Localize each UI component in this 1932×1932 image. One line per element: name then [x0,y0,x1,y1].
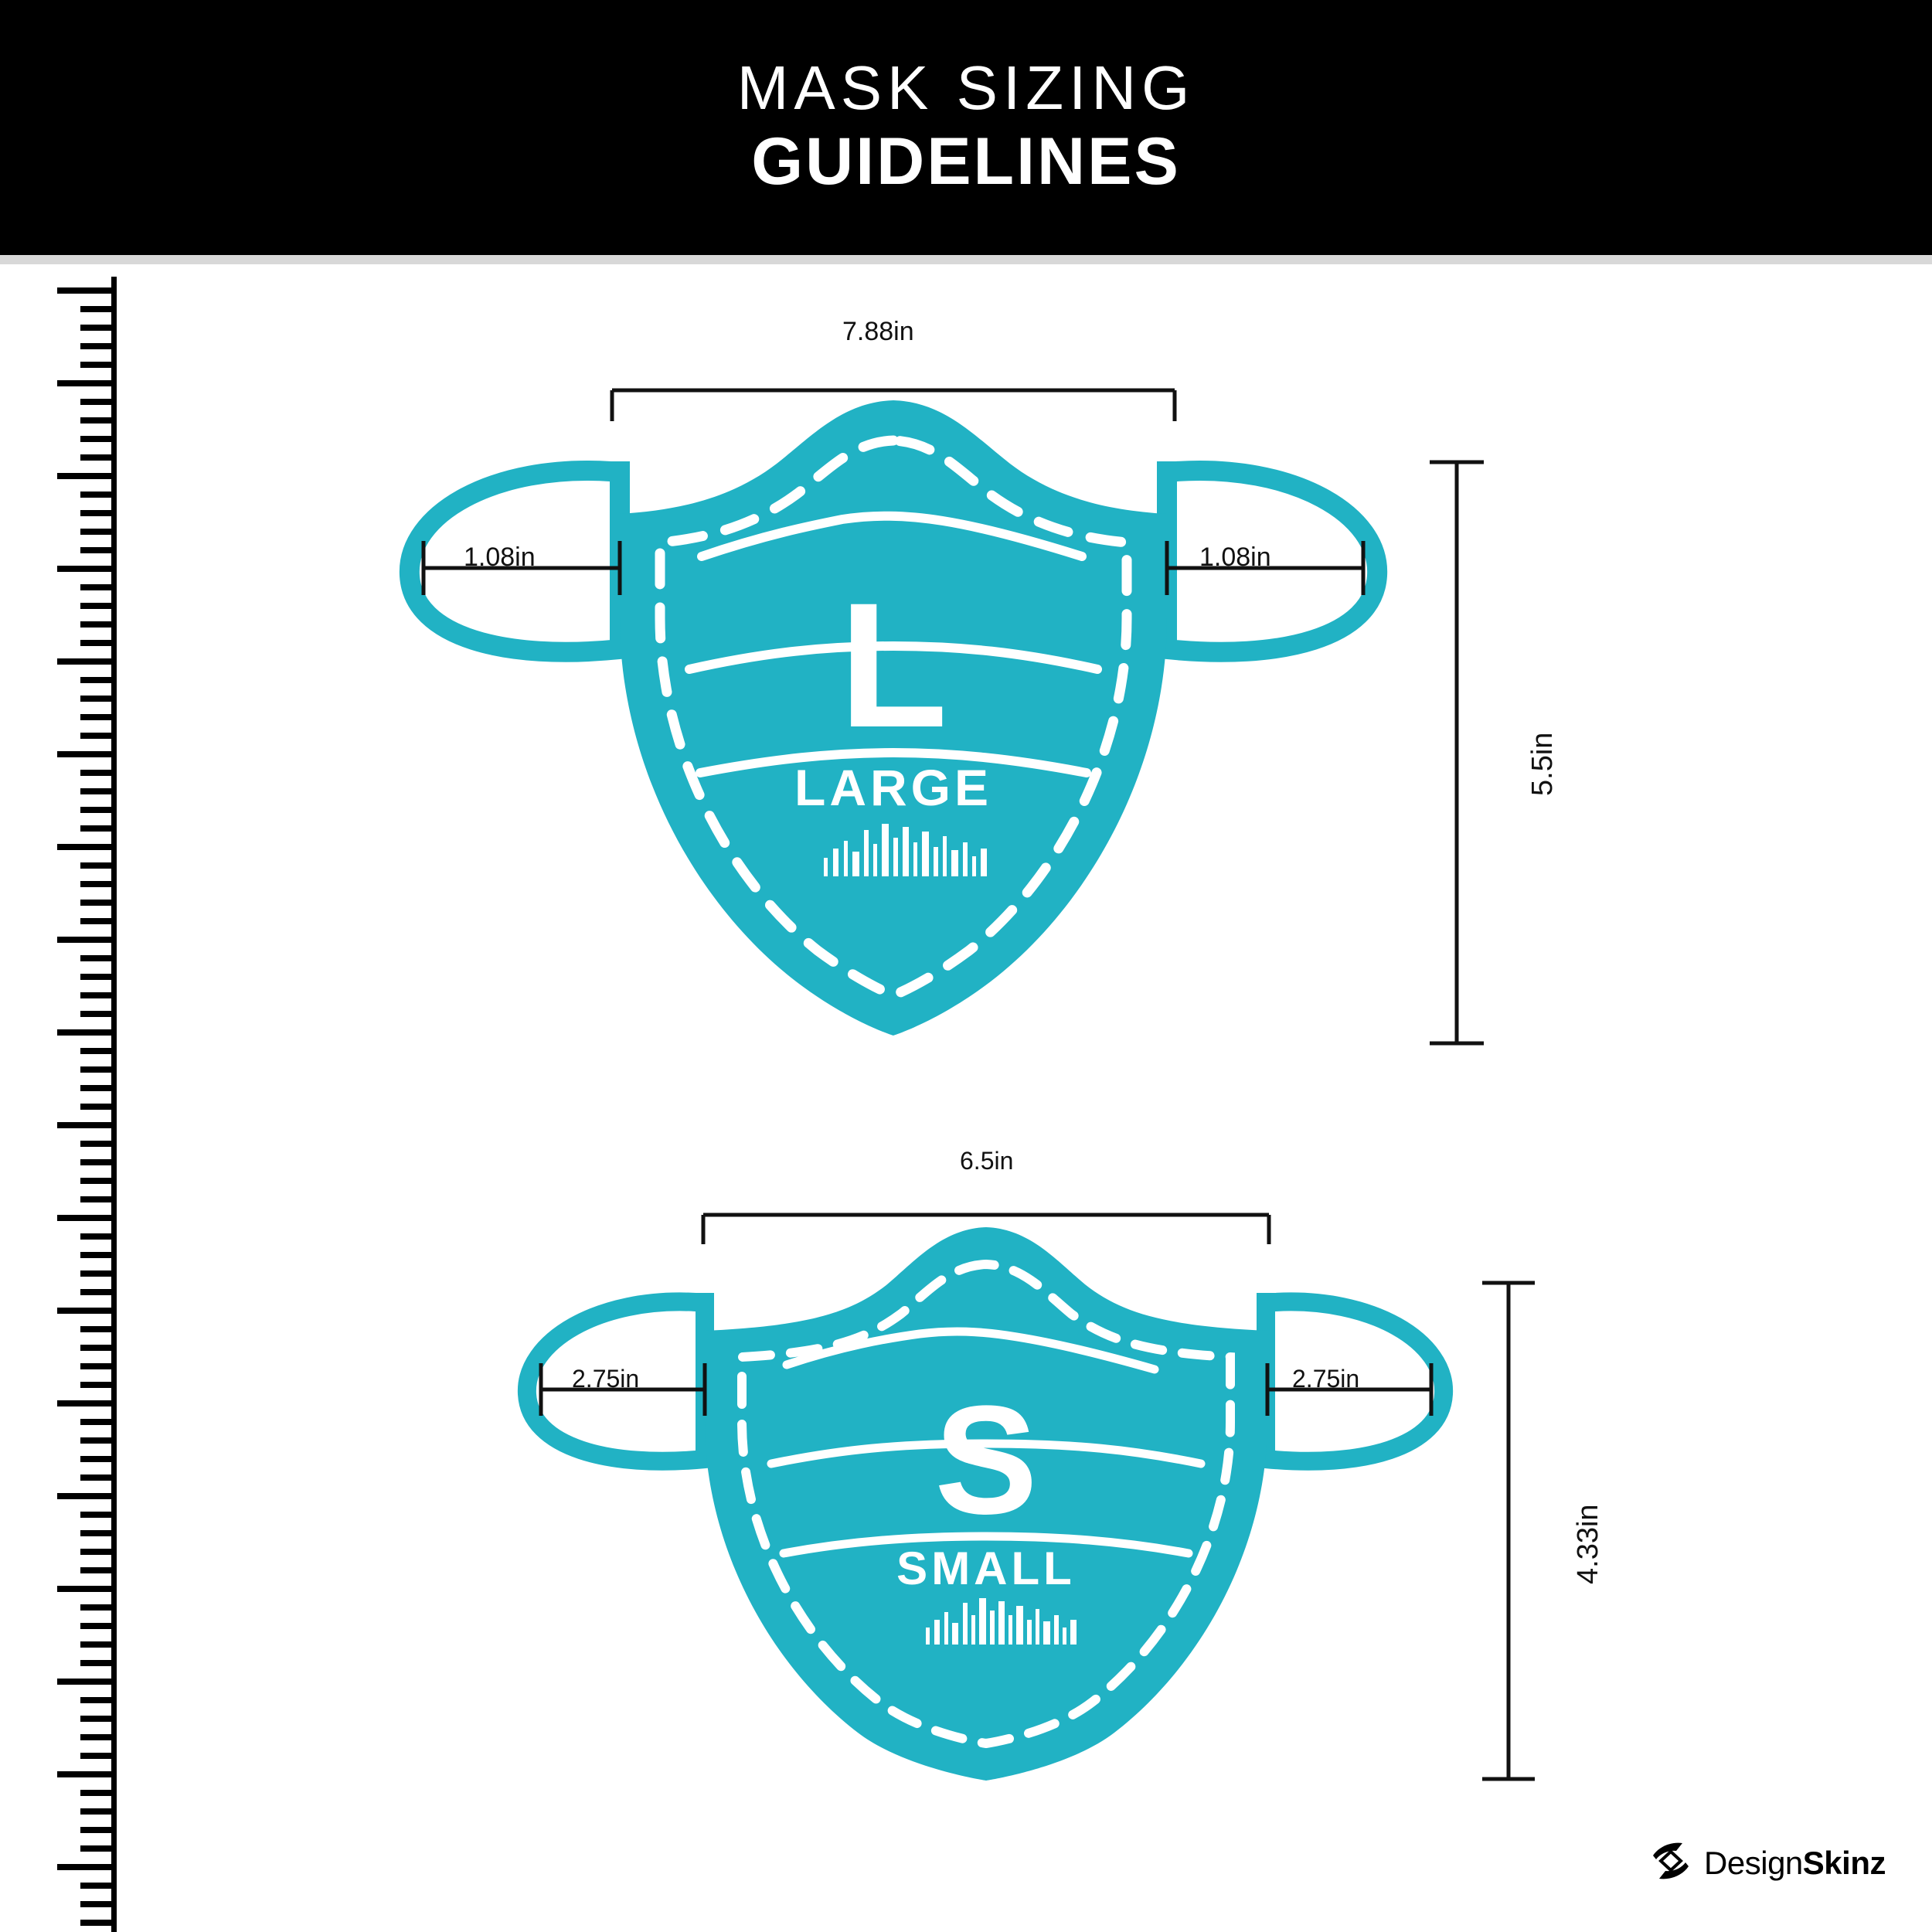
height-label-large: 5.5in [1526,732,1559,796]
header-divider [0,255,1932,264]
ear-right-label-small: 2.75in [1292,1365,1360,1393]
mask-diagram-small [464,1147,1604,1824]
ear-left-label-small: 2.75in [572,1365,640,1393]
mask-diagram-large [332,317,1646,1097]
ear-right-label-large: 1.08in [1199,543,1271,572]
page-title-line2: GUIDELINES [751,124,1181,199]
logo-text-light: Design [1704,1844,1803,1881]
brand-logo [1648,1838,1886,1887]
ear-loop-right-large [1167,471,1377,652]
ruler-scale-icon [31,277,155,1932]
page-title-line1: MASK SIZING [736,53,1196,122]
designskinz-logo-icon [1648,1838,1693,1887]
mask-size-letter-large: L [838,566,948,764]
height-dimension-line-small [1482,1283,1535,1779]
height-dimension-line-large [1430,462,1484,1043]
width-label-small: 6.5in [960,1147,1014,1175]
header-banner [0,0,1932,255]
width-label-large: 7.88in [842,317,914,346]
mask-size-letter-small: S [934,1374,1038,1546]
mask-size-name-small: SMALL [896,1543,1076,1594]
ear-left-label-large: 1.08in [464,543,536,572]
mask-size-name-large: LARGE [794,759,992,816]
height-label-small: 4.33in [1572,1504,1604,1584]
logo-text [1704,1845,1886,1882]
logo-text-bold: Skinz [1802,1844,1886,1881]
